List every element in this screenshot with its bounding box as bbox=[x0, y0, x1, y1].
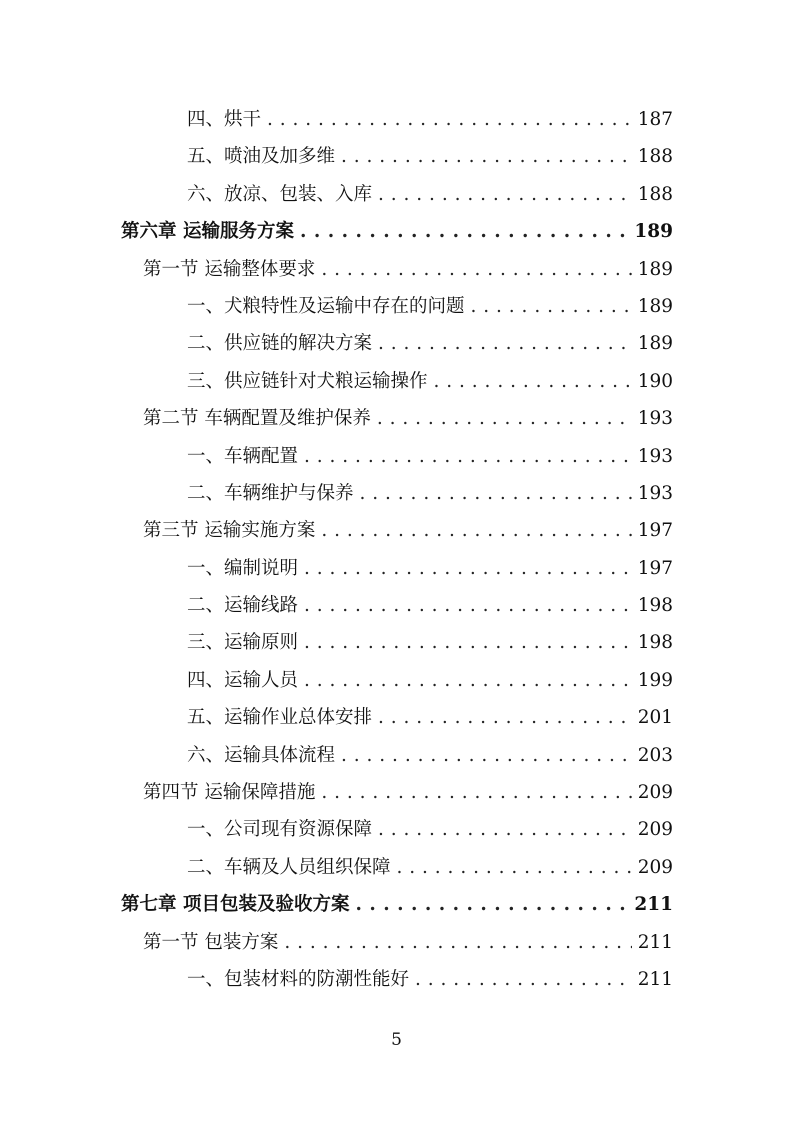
toc-dot-leader bbox=[471, 288, 632, 325]
toc-entry-page-number: 203 bbox=[637, 744, 673, 766]
toc-dot-leader bbox=[284, 924, 631, 961]
toc-subsection-entry[interactable] bbox=[0, 101, 793, 138]
toc-subsection-entry[interactable] bbox=[0, 587, 793, 624]
toc-entry-page-number: 189 bbox=[634, 221, 673, 243]
toc-entry-page-number: 188 bbox=[637, 146, 673, 168]
toc-entry-page-number: 201 bbox=[637, 707, 673, 729]
toc-entry-title: 四、运输人员 bbox=[187, 669, 299, 691]
toc-dot-leader bbox=[434, 363, 632, 400]
toc-entry-page-number: 193 bbox=[637, 445, 673, 467]
toc-entry-page-number: 188 bbox=[637, 183, 673, 205]
toc-dot-leader bbox=[321, 512, 631, 549]
toc-entry-title: 第二节 车辆配置及维护保养 bbox=[143, 408, 371, 430]
toc-entry-page-number: 211 bbox=[634, 894, 673, 916]
toc-entry-page-number: 187 bbox=[637, 109, 673, 130]
toc-entry-page-number: 189 bbox=[637, 295, 673, 317]
toc-subsection-entry[interactable] bbox=[0, 849, 793, 886]
toc-dot-leader bbox=[300, 213, 628, 250]
toc-entry-title: 二、车辆及人员组织保障 bbox=[187, 856, 391, 878]
toc-entry-title: 第四节 运输保障措施 bbox=[143, 782, 316, 804]
toc-dot-leader bbox=[304, 662, 632, 699]
toc-dot-leader bbox=[321, 251, 631, 288]
toc-dot-leader bbox=[378, 699, 632, 736]
toc-entry-title: 第六章 运输服务方案 bbox=[121, 221, 294, 243]
toc-dot-leader bbox=[378, 176, 632, 213]
toc-entry-title: 三、运输原则 bbox=[187, 632, 299, 654]
toc-entry-title: 一、车辆配置 bbox=[187, 445, 299, 467]
toc-entry-page-number: 189 bbox=[637, 258, 673, 280]
toc-subsection-entry[interactable] bbox=[0, 737, 793, 774]
toc-entry-title: 第七章 项目包装及验收方案 bbox=[121, 894, 350, 916]
toc-entry-title: 六、放凉、包装、入库 bbox=[187, 183, 373, 205]
toc-dot-leader bbox=[304, 550, 632, 587]
toc-entry-title: 一、公司现有资源保障 bbox=[187, 819, 373, 841]
toc-entry-title: 四、烘干 bbox=[187, 109, 262, 130]
toc-dot-leader bbox=[415, 961, 632, 998]
toc-subsection-entry[interactable] bbox=[0, 288, 793, 325]
toc-dot-leader bbox=[378, 325, 632, 362]
toc-entry-page-number: 197 bbox=[637, 520, 673, 542]
toc-dot-leader bbox=[377, 400, 632, 437]
toc-entry-page-number: 189 bbox=[637, 333, 673, 355]
toc-entry-page-number: 193 bbox=[637, 482, 673, 504]
toc-entry-title: 六、运输具体流程 bbox=[187, 744, 336, 766]
toc-entry-page-number: 198 bbox=[637, 595, 673, 617]
toc-entry-page-number: 198 bbox=[637, 632, 673, 654]
toc-dot-leader bbox=[355, 886, 628, 923]
toc-chapter-entry[interactable] bbox=[0, 213, 793, 250]
toc-entry-page-number: 211 bbox=[637, 968, 673, 990]
toc-entry-page-number: 211 bbox=[637, 931, 673, 953]
toc-dot-leader bbox=[360, 475, 632, 512]
toc-dot-leader bbox=[397, 849, 632, 886]
toc-entry-page-number: 209 bbox=[637, 856, 673, 878]
toc-entry-title: 五、运输作业总体安排 bbox=[187, 707, 373, 729]
toc-entry-page-number: 197 bbox=[637, 557, 673, 579]
toc-dot-leader bbox=[304, 624, 632, 661]
toc-entry-title: 五、喷油及加多维 bbox=[187, 146, 336, 168]
toc-entry-title: 二、车辆维护与保养 bbox=[187, 482, 354, 504]
toc-subsection-entry[interactable] bbox=[0, 550, 793, 587]
toc-subsection-entry[interactable] bbox=[0, 961, 793, 998]
toc-subsection-entry[interactable] bbox=[0, 138, 793, 175]
toc-entry-page-number: 199 bbox=[637, 669, 673, 691]
toc-subsection-entry[interactable] bbox=[0, 325, 793, 362]
toc-entry-title: 第三节 运输实施方案 bbox=[143, 520, 316, 542]
toc-subsection-entry[interactable] bbox=[0, 662, 793, 699]
toc-entry-page-number: 209 bbox=[637, 782, 673, 804]
toc-entry-page-number: 193 bbox=[637, 408, 673, 430]
toc-subsection-entry[interactable] bbox=[0, 811, 793, 848]
toc-dot-leader bbox=[304, 587, 632, 624]
toc-dot-leader bbox=[341, 737, 632, 774]
toc-entry-title: 二、运输线路 bbox=[187, 595, 299, 617]
toc-section-entry[interactable] bbox=[0, 400, 793, 437]
toc-section-entry[interactable] bbox=[0, 774, 793, 811]
toc-entry-title: 第一节 运输整体要求 bbox=[143, 258, 316, 280]
toc-section-entry[interactable] bbox=[0, 251, 793, 288]
toc-subsection-entry[interactable] bbox=[0, 363, 793, 400]
table-of-contents bbox=[0, 101, 793, 998]
toc-entry-title: 第一节 包装方案 bbox=[143, 931, 279, 953]
toc-entry-title: 一、犬粮特性及运输中存在的问题 bbox=[187, 295, 465, 317]
toc-dot-leader bbox=[378, 811, 632, 848]
toc-subsection-entry[interactable] bbox=[0, 475, 793, 512]
page-number: 5 bbox=[391, 1030, 402, 1050]
toc-section-entry[interactable] bbox=[0, 924, 793, 961]
toc-entry-title: 二、供应链的解决方案 bbox=[187, 333, 373, 355]
toc-dot-leader bbox=[304, 438, 632, 475]
toc-dot-leader bbox=[321, 774, 631, 811]
toc-subsection-entry[interactable] bbox=[0, 438, 793, 475]
toc-entry-title: 一、编制说明 bbox=[187, 557, 299, 579]
toc-subsection-entry[interactable] bbox=[0, 176, 793, 213]
toc-section-entry[interactable] bbox=[0, 512, 793, 549]
toc-dot-leader bbox=[267, 101, 632, 138]
toc-subsection-entry[interactable] bbox=[0, 699, 793, 736]
toc-chapter-entry[interactable] bbox=[0, 886, 793, 923]
toc-entry-title: 三、供应链针对犬粮运输操作 bbox=[187, 370, 428, 392]
toc-subsection-entry[interactable] bbox=[0, 624, 793, 661]
toc-dot-leader bbox=[341, 138, 632, 175]
toc-entry-title: 一、包装材料的防潮性能好 bbox=[187, 968, 410, 990]
toc-entry-page-number: 190 bbox=[637, 370, 673, 392]
toc-entry-page-number: 209 bbox=[637, 819, 673, 841]
